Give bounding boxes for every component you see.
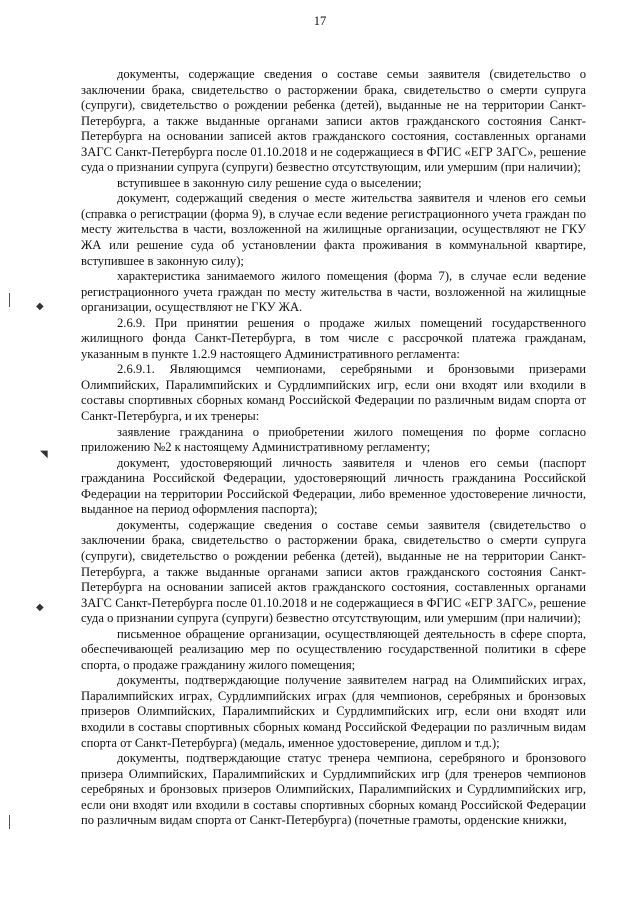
- paragraph-housing-characteristic: характеристика занимаемого жилого помещения (форма 7), в случае если ведение регистрационного учета граждан по месту жительства в части, возложенной на жилищные организации, осуществляют не ГКУ ЖА.: [81, 269, 586, 315]
- paragraph-identity-document: документ, удостоверяющий личность заявителя и членов его семьи (паспорт гражданина Российской Федерации, удостоверяющий личность гражданина Российской Федерации на территории Российской Федерации, либо временное удостоверение личности, выданное на период оформления паспорта);: [81, 455, 586, 517]
- paragraph-application: заявление гражданина о приобретении жилого помещения по форме согласно приложению №2 к настоящему Административному регламенту;: [81, 424, 586, 455]
- scan-mark: ◥: [40, 449, 48, 460]
- paragraph-clause-2-6-9-1: 2.6.9.1. Являющимся чемпионами, серебряными и бронзовыми призерами Олимпийских, Паралимпийских и Сурдлимпийских игр, если они входят или входили в составы спортивных сборных команд Российской Федерации по различным видам спорта от Санкт-Петербурга, и их тренеры:: [81, 362, 586, 424]
- page-number: 17: [313, 14, 327, 28]
- scan-mark: ◆: [36, 602, 44, 613]
- paragraph-family-documents: документы, содержащие сведения о составе семьи заявителя (свидетельство о заключении брака, свидетельство о расторжении брака, свидетельство о смерти супруга (супруги), свидетельство о рождении ребенка (детей), выданные не на территории Санкт-Петербурга, а также выданные органами записи актов гражданского состояния Санкт-Петербурга на основании записей актов гражданского состояния, составленных органами ЗАГС Санкт-Петербурга после 01.10.2018 и не содержащиеся в ФГИС «ЕГР ЗАГС», решение суда о признании супруга (супруги) безвестно отсутствующим, или умершим (при наличии);: [81, 67, 586, 175]
- scan-line: [9, 293, 10, 307]
- scan-mark: ◆: [36, 301, 44, 312]
- paragraph-family-documents-repeat: документы, содержащие сведения о составе семьи заявителя (свидетельство о заключении брака, свидетельство о расторжении брака, свидетельство о смерти супруга (супруги), свидетельство о рождении ребенка (детей), выданные не на территории Санкт-Петербурга, а также выданные органами записи актов гражданского состояния Санкт-Петербурга на основании записей актов гражданского состояния, составленных органами ЗАГС Санкт-Петербурга после 01.10.2018 и не содержащиеся в ФГИС «ЕГР ЗАГС», решение суда о признании супруга (супруги) безвестно отсутствующим, или умершим (при наличии);: [81, 517, 586, 626]
- document-body: [81, 67, 586, 829]
- paragraph-sport-organization-letter: письменное обращение организации, осуществляющей деятельность в сфере спорта, обеспечивающей реализацию мер по осуществлению государственной политики в сфере спорта, о продаже гражданину жилого помещения;: [81, 626, 586, 672]
- paragraph-coach-status-documents: документы, подтверждающие статус тренера чемпиона, серебряного и бронзового призера Олимпийских, Паралимпийских и Сурдлимпийских игр (для тренеров чемпионов серебряных и бронзовых призеров Олимпийских, Паралимпийских и Сурдлимпийских игр, если они входят или входили в составы спортивных сборных команд Российской Федерации по различным видам спорта от Санкт-Петербурга) (почетные грамоты, орденские книжки,: [81, 751, 586, 828]
- paragraph-eviction-decision: вступившее в законную силу решение суда о выселении;: [117, 175, 422, 190]
- paragraph-residence-document: документ, содержащий сведения о месте жительства заявителя и членов его семьи (справка о регистрации (форма 9), в случае если ведение регистрационного учета граждан по месту жительства в части, возложенной на жилищные организации, осуществляют не ГКУ ЖА или решение суда об установлении факта проживания в коммунальной квартире, вступившее в законную силу);: [81, 191, 586, 268]
- scan-line: [9, 815, 10, 829]
- paragraph-awards-documents: документы, подтверждающие получение заявителем наград на Олимпийских играх, Паралимпийских играх, Сурдлимпийских играх (для чемпионов, серебряных и бронзовых призеров Олимпийских, Паралимпийских и Сурдлимпийских игр, если они входят или входили в составы спортивных сборных команд Российской Федерации по различным видам спорта от Санкт-Петербурга) (медаль, именное удостоверение, диплом и т.д.);: [81, 673, 586, 750]
- paragraph-clause-2-6-9: 2.6.9. При принятии решения о продаже жилых помещений государственного жилищного фонда Санкт-Петербурга, в том числе с рассрочкой платежа гражданам, указанным в пункте 1.2.9 настоящего Административного регламента:: [81, 315, 586, 361]
